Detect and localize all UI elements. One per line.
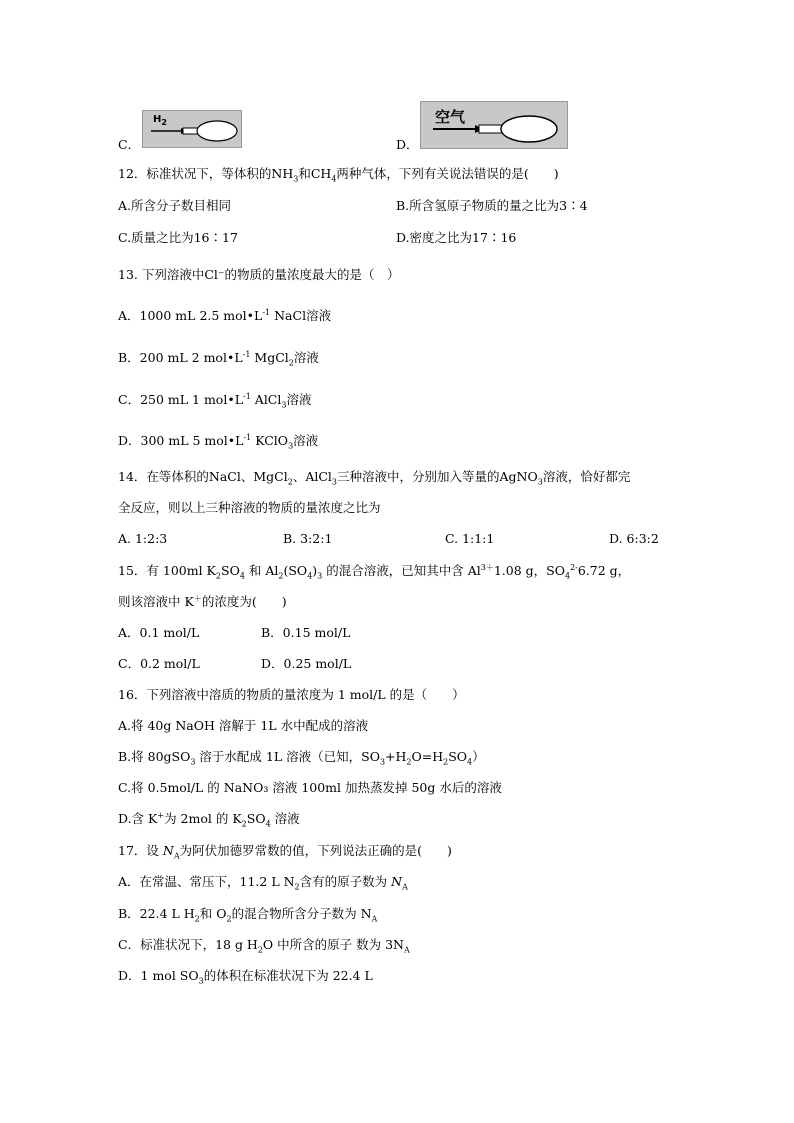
q17-option-d: D．1 mol $SO_3$的体积在标准状况下为 22.4 L <box>118 968 373 986</box>
q13-option-d: D．300 mL 5 $mol•L^{-1}$ KClO$_3$溶液 <box>118 432 319 451</box>
figure-gas-label: 空气 <box>435 108 466 126</box>
q15-option-c: C．0.2 mol/L <box>118 656 200 671</box>
q13-option-b: B．200 mL 2 $mol•L^{-1}$ MgCl$_2$溶液 <box>118 349 319 368</box>
q12-stem: 12．标准状况下，等体积的$NH_3$和$CH_4$两种气体，下列有关说法错误的是( ) <box>118 166 559 184</box>
q16-option-a: A.将 40g NaOH 溶解于 1L 水中配成的溶液 <box>118 718 369 733</box>
h2-balloon-figure <box>142 110 242 148</box>
q12-option-a: A.所含分子数目相同 <box>118 198 232 213</box>
q13-option-c: C．250 mL 1 $mol•L^{-1}$ AlCl$_3$溶液 <box>118 391 312 410</box>
q13-option-a: A．1000 mL 2.5 $mol•L^{-1}$ NaCl溶液 <box>118 307 332 323</box>
q15-option-a: A．0.1 mol/L <box>118 625 200 640</box>
q17-option-c: C．标准状况下，18 g $H_2O$ 中所含的原子 数为 $3N_A$ <box>118 937 410 955</box>
q12-option-b: B.所含氢原子物质的量之比为3∶4 <box>396 198 588 213</box>
q14-option-d: D. 6:3:2 <box>609 531 659 546</box>
q17-option-b: B．22.4 L $H_2$和 $O_2$的混合物所含分子数为 $N_A$ <box>118 906 378 924</box>
q14-option-b: B. 3:2:1 <box>283 531 333 546</box>
q14-stem-line2: 全反应，则以上三种溶液的物质的量浓度之比为 <box>118 500 381 515</box>
q16-option-c: C.将 0.5mol/L 的 NaNO₃ 溶液 100ml 加热蒸发掉 50g 水后的溶液 <box>118 780 502 795</box>
q17-stem: 17．设 $N_A$为阿伏加德罗常数的值，下列说法正确的是( ) <box>118 843 452 861</box>
balloon-tube-icon <box>143 111 241 147</box>
option-d-label: D． <box>396 137 419 152</box>
q12-option-d: D.密度之比为17∶16 <box>396 230 517 245</box>
q14-option-c: C. 1:1:1 <box>445 531 495 546</box>
figure-gas-label: $H_2$ <box>153 114 167 127</box>
air-balloon-figure <box>420 101 568 149</box>
q16-option-d: D.含 K+为 2mol 的 $K_2SO_4$ 溶液 <box>118 810 300 829</box>
q12-option-c: C.质量之比为16∶17 <box>118 230 238 245</box>
balloon-tube-icon <box>421 102 567 148</box>
q13-stem: 13. 下列溶液中Cl⁻的物质的量浓度最大的是（ ） <box>118 267 400 282</box>
q14-option-a: A. 1:2:3 <box>118 531 168 546</box>
q16-stem: 16．下列溶液中溶质的物质的量浓度为 1 mol/L 的是（ ） <box>118 687 465 702</box>
q15-option-b: B．0.15 mol/L <box>261 625 351 640</box>
q15-stem-line1: 15．有 100ml $K_2SO_4$ 和 $Al_2(SO_4)_3$ 的混合溶液，已知其中含 $Al^{3+}1.08$ g，$SO_4^{2-}6.72$ g， <box>118 562 631 581</box>
q16-option-b: B.将 80gSO$_3$ 溶于水配成 1L 溶液（已知，$SO_3+H_2O=H_2SO_4$） <box>118 749 485 767</box>
option-c-label: C． <box>118 137 141 152</box>
q15-option-d: D．0.25 mol/L <box>261 656 352 671</box>
q14-stem-line1: 14．在等体积的NaCl、MgCl$_2$、AlCl$_3$三种溶液中，分别加入等量的AgNO$_3$溶液，恰好都完 <box>118 469 631 487</box>
q15-stem-line2: 则该溶液中 K＋的浓度为( ) <box>118 593 287 609</box>
q17-option-a: A．在常温、常压下，11.2 L $N_2$含有的原子数为 $N_A$ <box>118 874 408 892</box>
